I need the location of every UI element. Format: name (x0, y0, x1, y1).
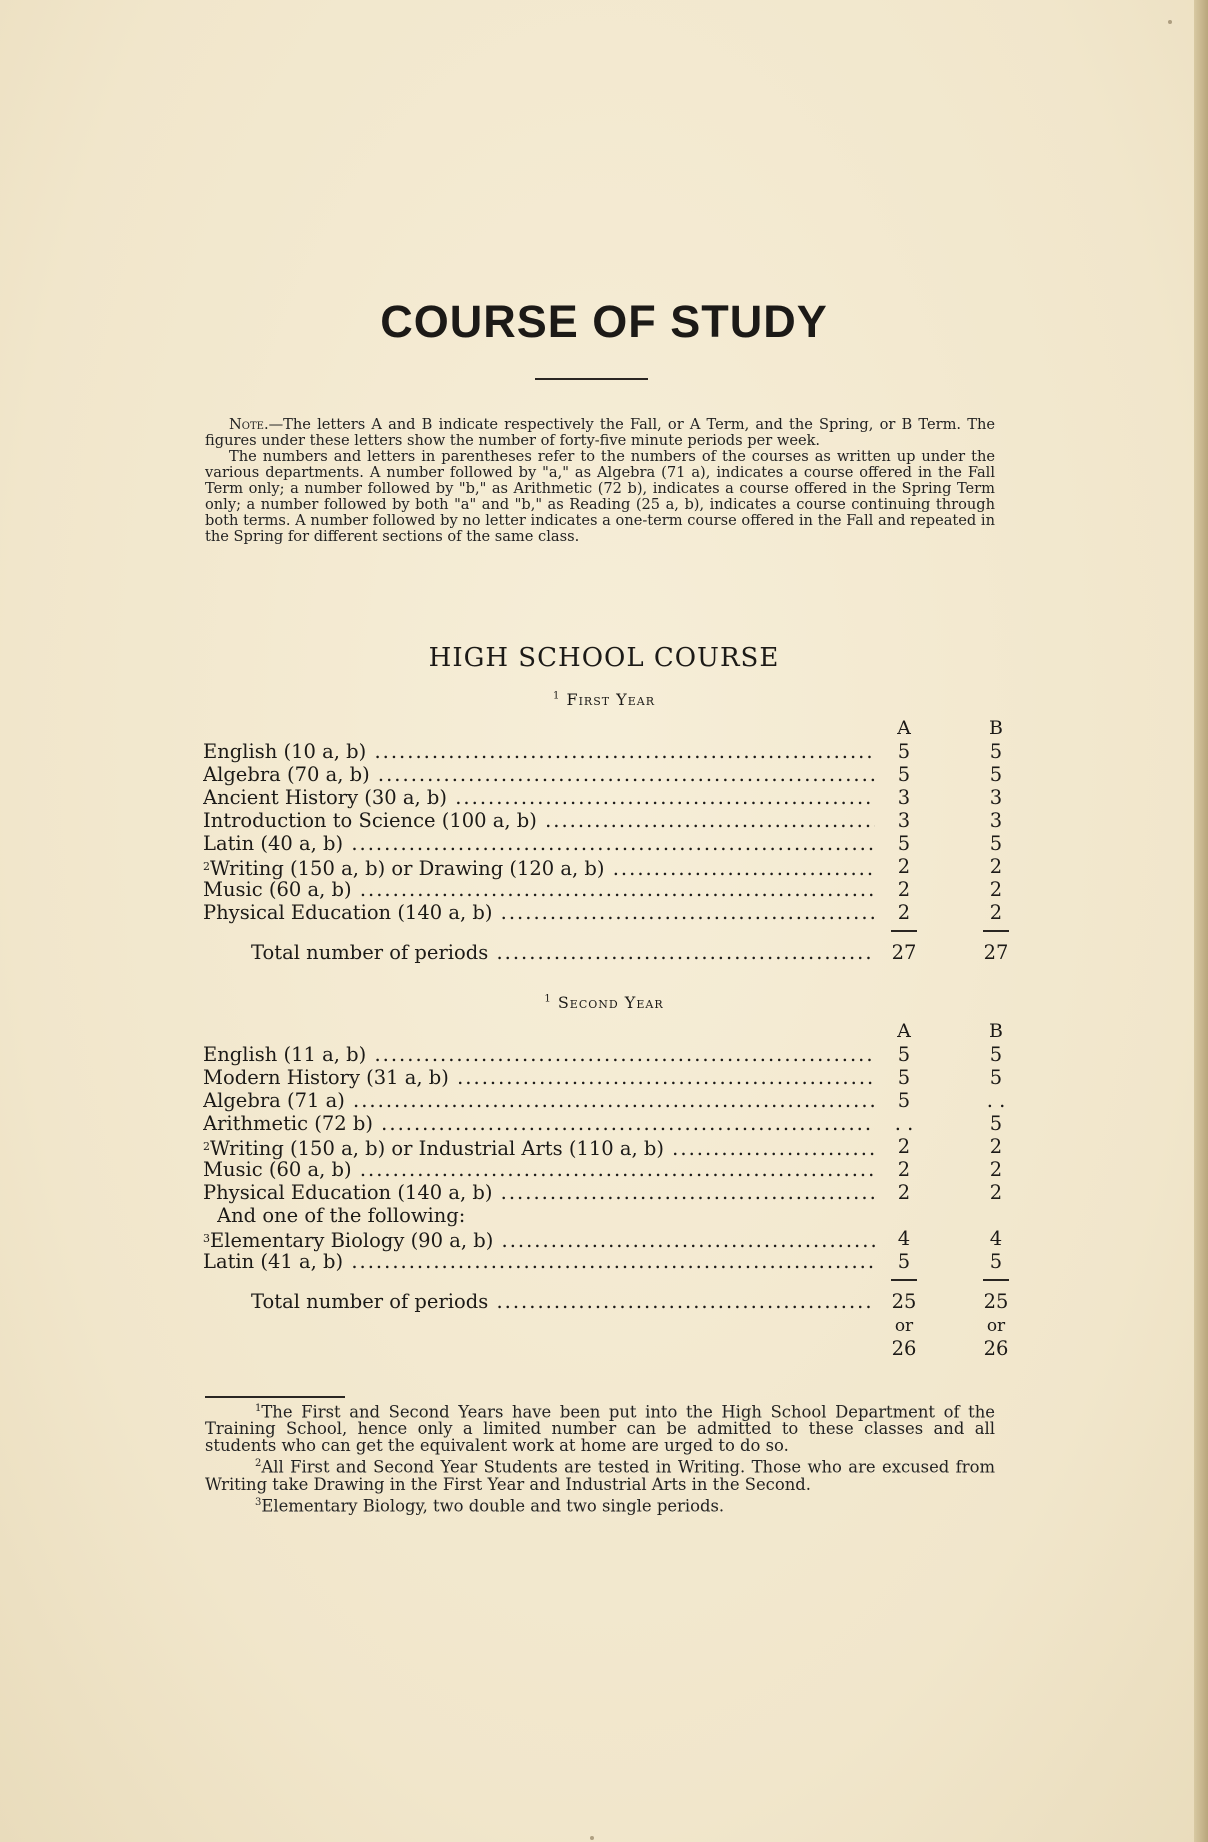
periods-b: 2 (989, 878, 1003, 901)
periods-b: 5 (989, 1250, 1003, 1273)
column-header-row (203, 717, 1003, 740)
total-rule-b (983, 1279, 1009, 1281)
periods-a: 2 (897, 1135, 911, 1158)
footnote-text: Elementary Biology, two double and two single periods. (261, 1496, 725, 1516)
periods-b: 5 (989, 1112, 1003, 1135)
total-b: 25 (983, 1290, 1009, 1313)
or-a: or (894, 1316, 914, 1336)
footnote-marker: 3 (255, 1496, 262, 1508)
table-row (203, 1227, 1003, 1250)
course-label (203, 740, 875, 763)
table-row (203, 1135, 1003, 1158)
periods-b: 2 (989, 1135, 1003, 1158)
footnote-marker: 1 (255, 1403, 262, 1414)
periods-b: 3 (989, 786, 1003, 809)
periods-a: 2 (897, 901, 911, 924)
course-label (203, 1112, 875, 1135)
course-label (203, 1250, 875, 1273)
periods-a: 5 (897, 740, 911, 763)
periods-b: 4 (989, 1227, 1003, 1250)
course-name: Introduction to Science (100 a, b) (203, 809, 537, 832)
column-a-header: A (897, 1020, 911, 1042)
periods-b: 5 (989, 740, 1003, 763)
course-label (203, 809, 875, 832)
course-label (203, 1043, 875, 1066)
periods-b: 2 (989, 901, 1003, 924)
total-a: 25 (891, 1290, 917, 1313)
periods-b: 2 (989, 855, 1003, 878)
total-b: 27 (983, 941, 1009, 964)
course-name: Algebra (70 a, b) (203, 763, 370, 786)
column-a-header: A (897, 717, 911, 739)
periods-a: 5 (897, 1043, 911, 1066)
table-row (203, 1112, 1003, 1135)
total-or-row (203, 1315, 1006, 1337)
first-year-table (203, 717, 1009, 966)
periods-a: . . (894, 1112, 914, 1135)
choice-subheading-row (203, 1204, 1003, 1227)
note-lead: Note. (229, 416, 269, 433)
page-title: COURSE OF STUDY (380, 296, 828, 347)
total-alt-row (203, 1337, 1009, 1360)
footnotes (205, 1400, 995, 1515)
course-label (203, 1089, 875, 1112)
periods-b: 5 (989, 1066, 1003, 1089)
or-b: or (986, 1316, 1006, 1336)
first-year-total-row (203, 940, 1009, 966)
second-year-heading-text: Second Year (557, 993, 664, 1012)
table-row (203, 1066, 1003, 1089)
periods-b: 2 (989, 1158, 1003, 1181)
table-row (203, 1158, 1003, 1181)
alt-b: 26 (983, 1337, 1009, 1360)
periods-b: 2 (989, 1181, 1003, 1204)
table-row (203, 809, 1003, 832)
table-row (203, 1250, 1003, 1273)
second-year-table (203, 1020, 1009, 1360)
course-name: Physical Education (140 a, b) (203, 901, 493, 924)
table-row (203, 763, 1003, 786)
footnote-marker: 1 (553, 690, 561, 702)
periods-a: 2 (897, 878, 911, 901)
note-block (205, 417, 995, 545)
course-name: Elementary Biology (90 a, b) (210, 1229, 494, 1252)
first-year-heading (0, 690, 1208, 709)
column-b-header: B (989, 1020, 1003, 1042)
note-paragraph-1 (205, 417, 995, 449)
footnote (205, 1494, 995, 1514)
note-text-1: —The letters A and B indicate respectively the Fall, or A Term, and the Spring, or B Term. The figures under these letters show the number of forty-five minute periods per week. (205, 416, 995, 449)
section-title: HIGH SCHOOL COURSE (428, 643, 780, 673)
course-label (203, 1181, 875, 1204)
course-name: Writing (150 a, b) or Industrial Arts (110 a, b) (210, 1137, 664, 1160)
table-row (203, 878, 1003, 901)
alt-a: 26 (891, 1337, 917, 1360)
periods-a: 4 (897, 1227, 911, 1250)
course-name: Music (60 a, b) (203, 878, 352, 901)
footnote-marker: 2 (203, 1140, 210, 1153)
footnote (205, 1455, 995, 1492)
periods-a: 5 (897, 832, 911, 855)
table-row (203, 855, 1003, 878)
paper-speck (590, 1836, 594, 1840)
column-header-row (203, 1020, 1003, 1043)
course-label (203, 1135, 875, 1160)
course-name: Ancient History (30 a, b) (203, 786, 448, 809)
total-rule-b (983, 930, 1009, 932)
periods-b: 3 (989, 809, 1003, 832)
periods-b: 5 (989, 1043, 1003, 1066)
course-label (203, 832, 875, 855)
course-name: Physical Education (140 a, b) (203, 1181, 493, 1204)
footnote-marker: 3 (203, 1232, 210, 1245)
footnote (205, 1400, 995, 1454)
footnote-marker: 2 (255, 1458, 262, 1470)
periods-a: 3 (897, 786, 911, 809)
table-row (203, 901, 1003, 924)
course-name: Latin (41 a, b) (203, 1250, 344, 1273)
course-name: English (11 a, b) (203, 1043, 367, 1066)
table-row (203, 1043, 1003, 1066)
table-row (203, 1089, 1006, 1112)
total-rule-a (891, 1279, 917, 1281)
title-rule (535, 378, 648, 380)
course-name: Algebra (71 a) (203, 1089, 345, 1112)
course-name: Music (60 a, b) (203, 1158, 352, 1181)
column-b-header: B (989, 717, 1003, 739)
choice-subheading: And one of the following: (217, 1204, 466, 1227)
footnote-marker: 2 (203, 860, 210, 873)
total-label: Total number of periods ..... (251, 940, 875, 966)
periods-a: 2 (897, 1181, 911, 1204)
course-label (203, 855, 875, 880)
course-name: Modern History (31 a, b) (203, 1066, 449, 1089)
footnote-text: All First and Second Year Students are tested in Writing. Those who are excused from Writing take Drawing in the First Year and Industrial Arts in the Second. (205, 1457, 995, 1494)
periods-a: 2 (897, 855, 911, 878)
total-rule-a (891, 930, 917, 932)
course-label (203, 878, 875, 901)
total-a: 27 (891, 941, 917, 964)
periods-a: 5 (897, 1066, 911, 1089)
course-label (203, 901, 875, 924)
course-label (203, 1158, 875, 1181)
table-row (203, 832, 1003, 855)
second-year-total-row (203, 1289, 1009, 1315)
footnote-rule (205, 1396, 345, 1398)
periods-a: 3 (897, 809, 911, 832)
course-name: Latin (40 a, b) (203, 832, 344, 855)
page-edge (1194, 0, 1208, 1842)
course-name: Writing (150 a, b) or Drawing (120 a, b) (210, 857, 605, 880)
second-year-heading (0, 993, 1208, 1012)
periods-b: 5 (989, 832, 1003, 855)
periods-a: 5 (897, 1089, 911, 1112)
total-label: Total number of periods ..... (251, 1289, 875, 1315)
course-label (203, 786, 875, 809)
course-label (203, 1227, 875, 1252)
course-name: English (10 a, b) (203, 740, 367, 763)
periods-b: . . (986, 1089, 1006, 1112)
table-row (203, 786, 1003, 809)
note-paragraph-2: The numbers and letters in parentheses refer to the numbers of the courses as written up under the various departments. A number followed by "a," as Algebra (71 a), indicates a course offered in the Fall Term only; a number followed by "b," as Arithmetic (72 b), indicates a course offered in the Spring Term only; a number followed by both "a" and "b," as Reading (25 a, b), indicates a course continuing through both terms. A number followed by no letter indicates a one-term course offered in the Fall and repeated in the Spring for different sections of the same class. (205, 448, 995, 545)
course-name: Arithmetic (72 b) (203, 1112, 373, 1135)
course-label (203, 763, 875, 786)
periods-b: 5 (989, 763, 1003, 786)
course-label (203, 1066, 875, 1089)
footnote-marker: 1 (544, 993, 552, 1005)
paper-speck (1168, 20, 1172, 24)
periods-a: 5 (897, 1250, 911, 1273)
first-year-heading-text: First Year (566, 690, 655, 709)
periods-a: 2 (897, 1158, 911, 1181)
periods-a: 5 (897, 763, 911, 786)
table-row (203, 740, 1003, 763)
table-row (203, 1181, 1003, 1204)
footnote-text: The First and Second Years have been put into the High School Department of the Training School, hence only a limited number can be admitted to these classes and all students who can get the equivalent work at home are urged to do so. (205, 1402, 995, 1456)
